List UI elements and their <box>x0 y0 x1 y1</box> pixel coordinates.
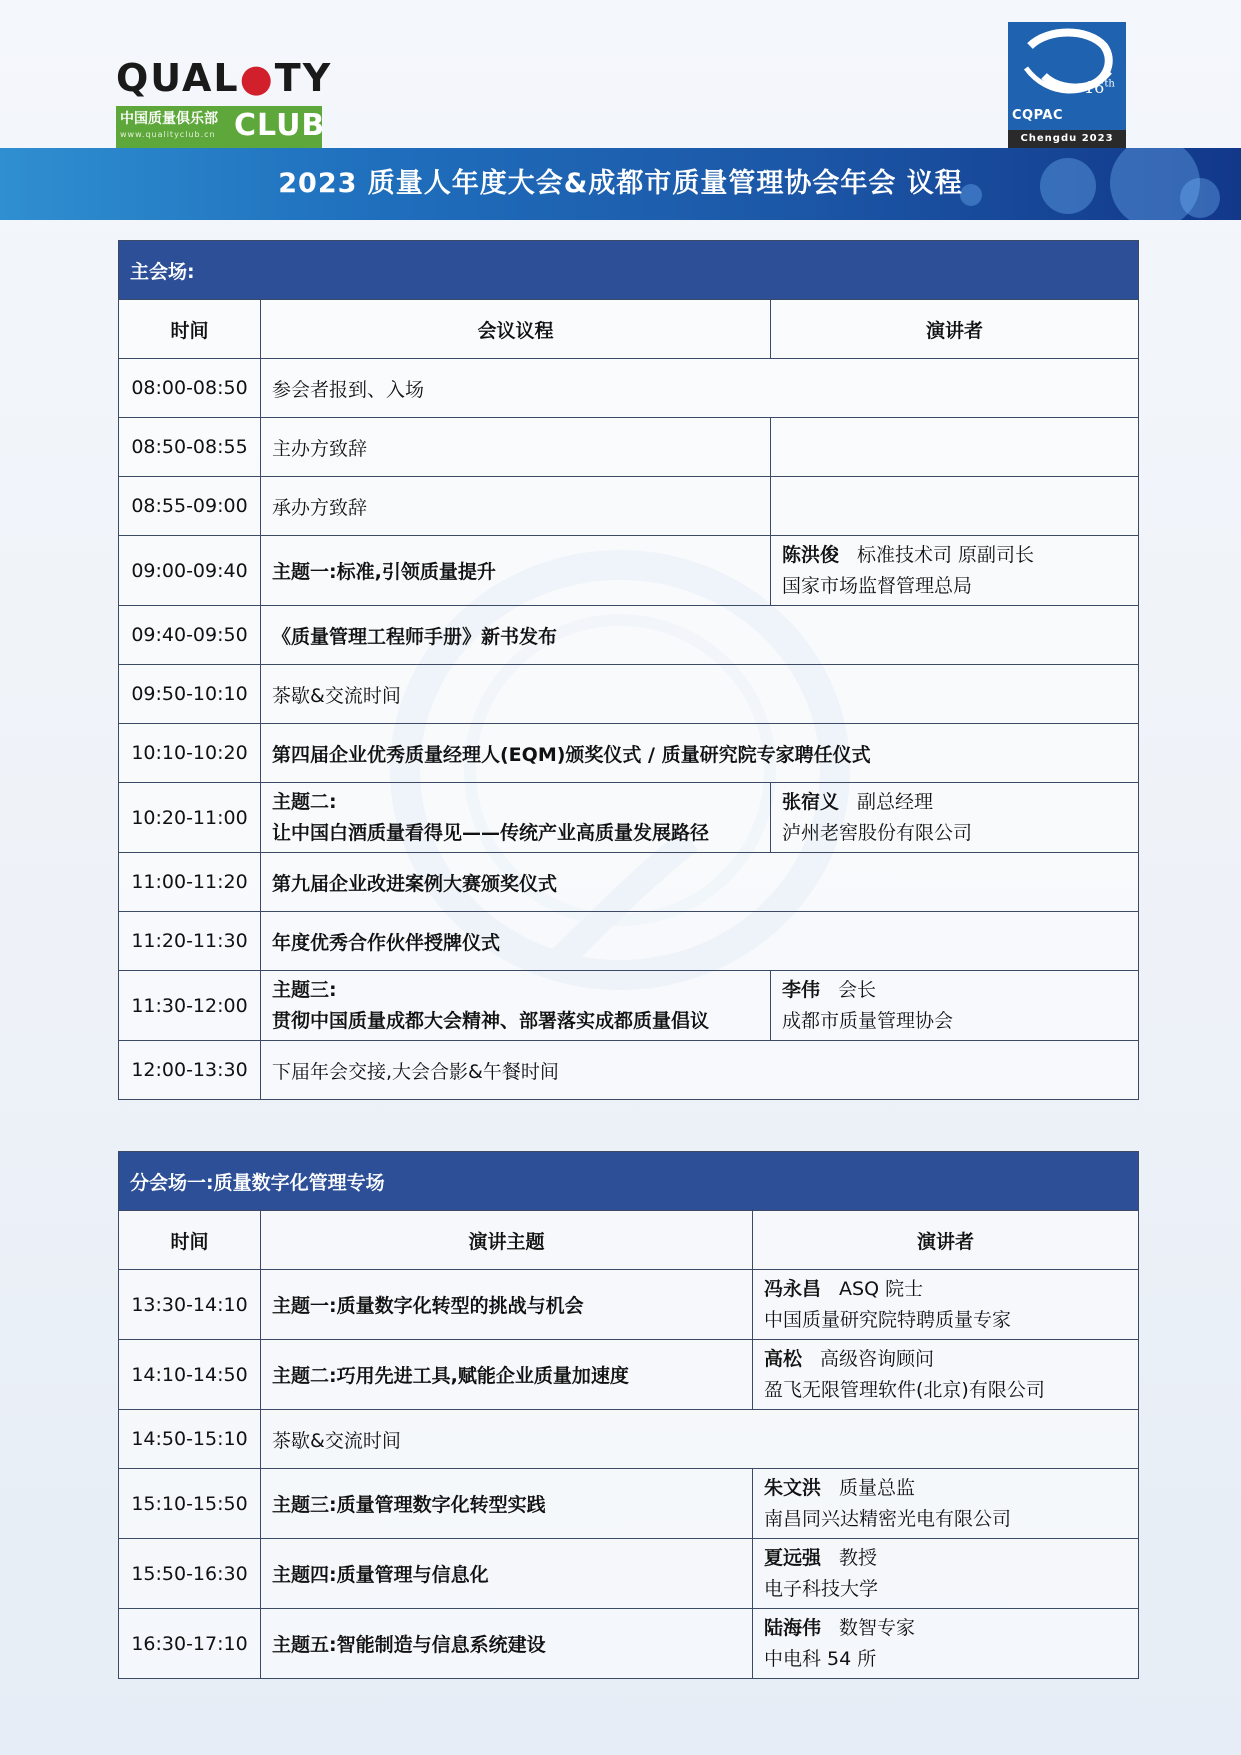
speaker-org: 电子科技大学 <box>764 1577 879 1600</box>
agenda-line-2: 让中国白酒质量看得见——传统产业高质量发展路径 <box>272 821 710 844</box>
speaker-name: 夏远强 <box>764 1546 822 1569</box>
row-topic: 主题三:质量管理数字化转型实践 <box>261 1469 753 1539</box>
row-agenda <box>261 783 771 853</box>
row-time: 10:10-10:20 <box>119 724 261 783</box>
row-speaker <box>753 1340 1139 1410</box>
row-speaker <box>753 1469 1139 1539</box>
row-time: 08:00-08:50 <box>119 359 261 418</box>
header-time: 时间 <box>119 300 261 359</box>
row-time: 11:00-11:20 <box>119 853 261 912</box>
column-header-row <box>119 1211 1139 1270</box>
row-speaker <box>771 477 1139 536</box>
row-speaker <box>771 536 1139 606</box>
title-banner <box>0 148 1241 220</box>
agenda-line-2: 贯彻中国质量成都大会精神、部署落实成都质量倡议 <box>272 1009 710 1032</box>
speaker-title: ASQ 院士 <box>839 1277 924 1300</box>
logo-cn-text: 中国质量俱乐部 <box>120 111 218 127</box>
row-topic: 主题一:质量数字化转型的挑战与机会 <box>261 1270 753 1340</box>
row-time: 10:20-11:00 <box>119 783 261 853</box>
table-row <box>119 1469 1139 1539</box>
column-header-row <box>119 300 1139 359</box>
section-title: 分会场一:质量数字化管理专场 <box>119 1152 1139 1211</box>
row-time: 14:10-14:50 <box>119 1340 261 1410</box>
speaker-title: 标准技术司 原副司长 <box>857 543 1035 566</box>
row-time: 08:50-08:55 <box>119 418 261 477</box>
row-topic: 主题四:质量管理与信息化 <box>261 1539 753 1609</box>
table-row <box>119 1539 1139 1609</box>
row-time: 09:50-10:10 <box>119 665 261 724</box>
table-row <box>119 1270 1139 1340</box>
table-row <box>119 477 1139 536</box>
logo-cqpac-text: CQPAC <box>1012 108 1064 123</box>
speaker-name: 李伟 <box>782 978 821 1001</box>
row-topic: 茶歇&交流时间 <box>261 1410 1139 1469</box>
table-row <box>119 665 1139 724</box>
speaker-org: 成都市质量管理协会 <box>782 1009 954 1032</box>
page-title: 2023 质量人年度大会&成都市质量管理协会年会 议程 <box>278 168 963 199</box>
row-time: 15:10-15:50 <box>119 1469 261 1539</box>
speaker-title: 高级咨询顾问 <box>820 1347 935 1370</box>
logo-ordinal: 16th <box>1084 78 1115 97</box>
row-agenda: 年度优秀合作伙伴授牌仪式 <box>261 912 1139 971</box>
row-time: 08:55-09:00 <box>119 477 261 536</box>
table-row <box>119 971 1139 1041</box>
table-row <box>119 1041 1139 1100</box>
row-time: 14:50-15:10 <box>119 1410 261 1469</box>
sub-session-table <box>118 1151 1139 1679</box>
cqpac-logo <box>1008 22 1126 148</box>
row-agenda: 第四届企业优秀质量经理人(EQM)颁奖仪式 / 质量研究院专家聘任仪式 <box>261 724 1139 783</box>
row-agenda: 主题一:标准,引领质量提升 <box>261 536 771 606</box>
logo-club-text: CLUB <box>234 108 326 143</box>
speaker-title: 教授 <box>839 1546 878 1569</box>
header-agenda: 会议议程 <box>261 300 771 359</box>
row-agenda: 《质量管理工程师手册》新书发布 <box>261 606 1139 665</box>
row-speaker <box>753 1539 1139 1609</box>
row-time: 11:20-11:30 <box>119 912 261 971</box>
speaker-title: 会长 <box>838 978 877 1001</box>
agenda-line-1: 主题三: <box>272 978 337 1001</box>
header-speaker: 演讲者 <box>771 300 1139 359</box>
logo-url-text: www.qualityclub.cn <box>120 130 216 139</box>
row-agenda: 茶歇&交流时间 <box>261 665 1139 724</box>
speaker-name: 张宿义 <box>782 790 840 813</box>
quality-wordmark: QUAL●TY <box>116 56 333 100</box>
table-row <box>119 853 1139 912</box>
header-speaker: 演讲者 <box>753 1211 1139 1270</box>
row-time: 09:40-09:50 <box>119 606 261 665</box>
quality-club-logo <box>116 50 333 148</box>
table-row <box>119 724 1139 783</box>
table-row <box>119 418 1139 477</box>
row-topic: 主题二:巧用先进工具,赋能企业质量加速度 <box>261 1340 753 1410</box>
row-agenda: 主办方致辞 <box>261 418 771 477</box>
table-row <box>119 1609 1139 1679</box>
speaker-name: 高松 <box>764 1347 803 1370</box>
row-agenda <box>261 971 771 1041</box>
agenda-line-1: 主题二: <box>272 790 337 813</box>
speaker-name: 冯永昌 <box>764 1277 822 1300</box>
row-time: 13:30-14:10 <box>119 1270 261 1340</box>
speaker-name: 陆海伟 <box>764 1616 822 1639</box>
row-agenda: 参会者报到、入场 <box>261 359 1139 418</box>
row-topic: 主题五:智能制造与信息系统建设 <box>261 1609 753 1679</box>
row-speaker <box>753 1270 1139 1340</box>
section-title: 主会场: <box>119 241 1139 300</box>
speaker-name: 朱文洪 <box>764 1476 822 1499</box>
speaker-name: 陈洪俊 <box>782 543 840 566</box>
row-agenda: 第九届企业改进案例大赛颁奖仪式 <box>261 853 1139 912</box>
table-row <box>119 783 1139 853</box>
row-time: 11:30-12:00 <box>119 971 261 1041</box>
person-icon: ● <box>239 56 275 100</box>
row-speaker <box>753 1609 1139 1679</box>
logo-city-bar: Chengdu 2023 <box>1008 130 1126 148</box>
row-time: 15:50-16:30 <box>119 1539 261 1609</box>
speaker-title: 数智专家 <box>839 1616 916 1639</box>
header-time: 时间 <box>119 1211 261 1270</box>
logo-green-panel <box>116 106 326 148</box>
row-speaker <box>771 783 1139 853</box>
table-row <box>119 1340 1139 1410</box>
table-row <box>119 606 1139 665</box>
speaker-org: 南昌同兴达精密光电有限公司 <box>764 1507 1012 1530</box>
row-time: 16:30-17:10 <box>119 1609 261 1679</box>
row-agenda: 承办方致辞 <box>261 477 771 536</box>
main-session-table <box>118 240 1139 1100</box>
row-agenda: 下届年会交接,大会合影&午餐时间 <box>261 1041 1139 1100</box>
section-header <box>119 1152 1139 1211</box>
speaker-org: 国家市场监督管理总局 <box>782 574 973 597</box>
row-speaker <box>771 971 1139 1041</box>
section-header <box>119 241 1139 300</box>
speaker-title: 副总经理 <box>857 790 934 813</box>
row-speaker <box>771 418 1139 477</box>
header-topic: 演讲主题 <box>261 1211 753 1270</box>
row-time: 09:00-09:40 <box>119 536 261 606</box>
table-row <box>119 536 1139 606</box>
table-row <box>119 912 1139 971</box>
speaker-org: 中国质量研究院特聘质量专家 <box>764 1308 1012 1331</box>
speaker-org: 盈飞无限管理软件(北京)有限公司 <box>764 1378 1045 1401</box>
speaker-org: 泸州老窖股份有限公司 <box>782 821 973 844</box>
table-row <box>119 1410 1139 1469</box>
row-time: 12:00-13:30 <box>119 1041 261 1100</box>
speaker-title: 质量总监 <box>839 1476 916 1499</box>
speaker-org: 中电科 54 所 <box>764 1647 877 1670</box>
table-row <box>119 359 1139 418</box>
